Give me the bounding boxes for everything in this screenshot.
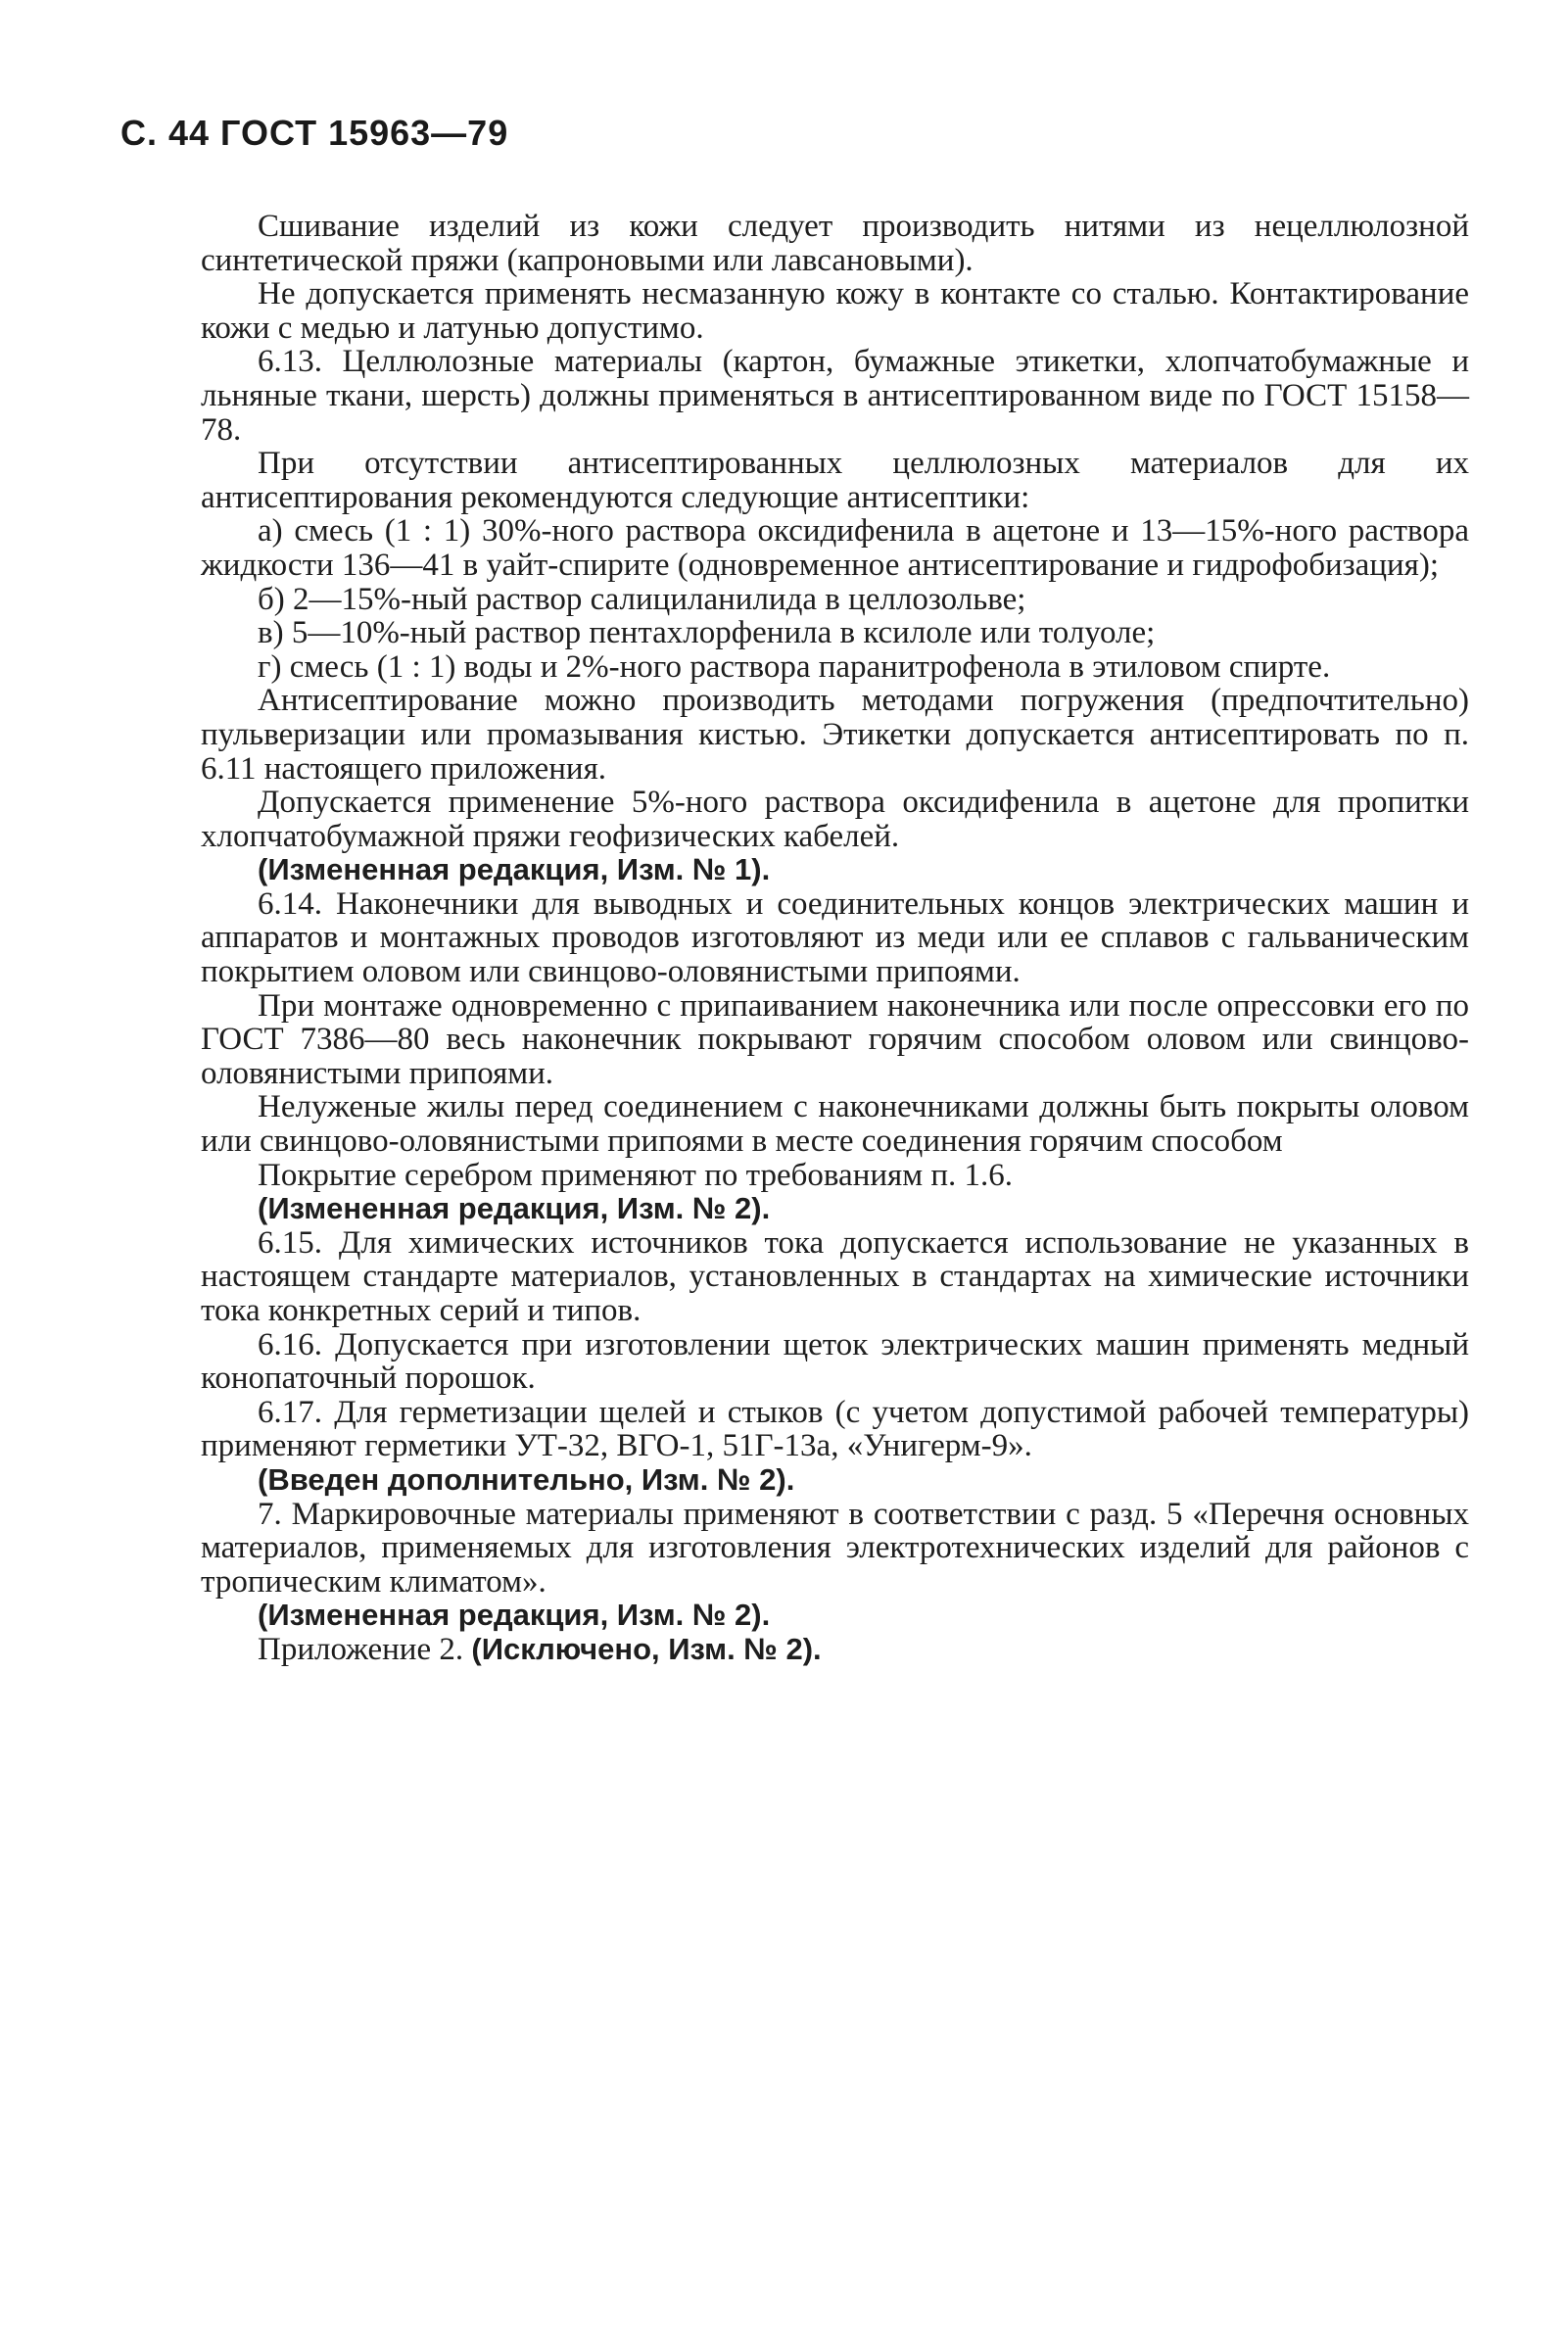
paragraph: Допускается применение 5%-ного раствора оксидифенила в ацетоне для пропитки хлопчатобумажной пряжи геофизических кабелей. [201, 785, 1469, 854]
paragraph: б) 2—15%-ный раствор салициланилида в целлозольве; [258, 581, 1026, 617]
appendix-excluded-note: (Исключено, Изм. № 2). [471, 1631, 822, 1666]
paragraph: 6.16. Допускается при изготовлении щеток электрических машин применять медный конопаточный порошок. [201, 1326, 1469, 1397]
paragraph: При монтаже одновременно с припаиванием наконечника или после опрессовки его по ГОСТ 7386—80 весь наконечник покрывают горячим способом оловом или свинцово-оловянистыми припоями. [201, 987, 1469, 1091]
paragraph: При отсутствии антисептированных целлюлозных материалов для их антисептирования рекомендуются следующие антисептики: [201, 446, 1469, 515]
paragraph: 6.13. Целлюлозные материалы (картон, бумажные этикетки, хлопчатобумажные и льняные ткани, шерсть) должны применяться в антисептированном виде по ГОСТ 15158—78. [201, 344, 1469, 448]
paragraph: 6.17. Для герметизации щелей и стыков (с учетом допустимой рабочей температуры) применяют герметики УТ-32, ВГО-1, 51Г-13а, «Унигерм-9». [201, 1394, 1469, 1464]
paragraph: 6.15. Для химических источников тока допускается использование не указанных в настоящем стандарте материалов, установленных в стандартах на химические источники тока конкретных серий и типов. [201, 1224, 1469, 1328]
paragraph: г) смесь (1 : 1) воды и 2%-ного раствора паранитрофенола в этиловом спирте. [258, 648, 1331, 685]
paragraph: Нелуженые жилы перед соединением с наконечниками должны быть покрыты оловом или свинцово-оловянистыми припоями в месте соединения горячим способом [201, 1089, 1469, 1160]
appendix-prefix: Приложение 2. [258, 1631, 472, 1667]
amendment-note: (Измененная редакция, Изм. № 2). [258, 1191, 771, 1226]
paragraph: 7. Маркировочные материалы применяют в соответствии с разд. 5 «Перечня основных материалов, применяемых для изготовления электротехнических изделий для районов с тропическим климатом». [201, 1496, 1469, 1600]
paragraph: а) смесь (1 : 1) 30%-ного раствора оксидифенила в ацетоне и 13—15%-ного раствора жидкости 136—41 в уайт-спирите (одновременное антисептирование и гидрофобизация); [201, 513, 1469, 583]
paragraph: Не допускается применять несмазанную кожу в контакте со сталью. Контактирование кожи с медью и латунью допустимо. [201, 276, 1469, 346]
paragraph: Антисептирование можно производить методами погружения (предпочтительно) пульверизации или промазывания кистью. Этикетки допускается антисептировать по п. 6.11 настоящего приложения. [201, 683, 1469, 787]
amendment-note: (Измененная редакция, Изм. № 2). [258, 1598, 771, 1633]
page-header: С. 44 ГОСТ 15963—79 [120, 113, 509, 153]
document-body [201, 210, 1469, 1667]
paragraph: в) 5—10%-ный раствор пентахлорфенила в ксилоле или толуоле; [258, 615, 1156, 651]
amendment-note: (Измененная редакция, Изм. № 1). [258, 852, 771, 887]
paragraph: Сшивание изделий из кожи следует производить нитями из нецеллюлозной синтетической пряжи (капроновыми или лавсановыми). [201, 209, 1469, 278]
paragraph: Покрытие серебром применяют по требованиям п. 1.6. [258, 1157, 1013, 1193]
amendment-note: (Введен дополнительно, Изм. № 2). [258, 1461, 795, 1497]
paragraph: 6.14. Наконечники для выводных и соединительных концов электрических машин и аппаратов и монтажных проводов изготовляют из меди или ее сплавов с гальваническим покрытием оловом или свинцово-оловянистыми припоями. [201, 885, 1469, 990]
appendix-line [201, 1633, 1469, 1667]
